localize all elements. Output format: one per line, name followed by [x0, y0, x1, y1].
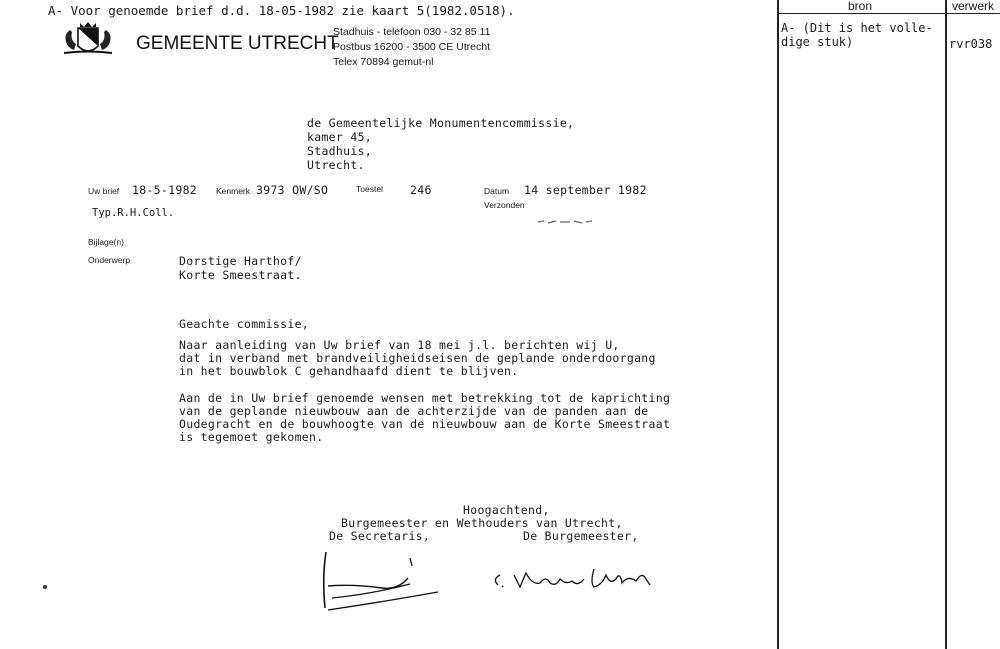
- body-line: in het bouwblok C gehandhaafd dient te blijven.: [179, 364, 519, 378]
- verwerk-header: verwerk: [952, 0, 995, 13]
- closing-secretary: De Secretaris,: [329, 529, 431, 543]
- paragraph-2: [179, 392, 670, 444]
- bron-header: bron: [848, 0, 873, 13]
- top-note: A- Voor genoemde brief d.d. 18-05-1982 zie kaart 5(1982.0518).: [48, 3, 515, 18]
- column-divider-left: [777, 0, 779, 649]
- city-coat-of-arms-logo: [56, 20, 120, 58]
- body-line: van de geplande nieuwbouw aan de achterzijde van de panden aan de: [179, 404, 649, 418]
- letterhead-address: [333, 25, 490, 70]
- recipient-line: kamer 45,: [307, 130, 373, 144]
- bron-note-line: dige stuk): [781, 35, 854, 49]
- secretary-signature: [312, 548, 452, 618]
- address-line: Stadhuis - telefoon 030 - 32 85 11: [333, 26, 491, 38]
- column-divider-right: [945, 0, 947, 649]
- datum-label: Datum: [484, 186, 510, 196]
- bron-note: [781, 21, 933, 49]
- recipient-line: de Gemeentelijke Monumentencommissie,: [307, 116, 575, 130]
- toestel-value: 246: [410, 183, 432, 197]
- uw-brief-value: 18-5-1982: [132, 183, 198, 197]
- closing-signatory: Burgemeester en Wethouders van Utrecht,: [341, 516, 623, 530]
- scan-dot: [43, 585, 47, 589]
- toestel-label: Toestel: [356, 184, 383, 194]
- address-line: Postbus 16200 - 3500 CE Utrecht: [333, 41, 491, 53]
- bron-note-line: A- (Dit is het volle-: [781, 21, 933, 35]
- typist-initials: Typ.R.H.Coll.: [92, 207, 175, 219]
- recipient-line: Stadhuis,: [307, 144, 373, 158]
- uw-brief-label: Uw brief: [88, 186, 120, 196]
- mayor-signature: [490, 565, 660, 593]
- body-line: Naar aanleiding van Uw brief van 18 mei j.l. berichten wij U,: [179, 338, 620, 352]
- closing-greeting: Hoogachtend,: [463, 503, 550, 517]
- verzonden-label: Verzonden: [484, 200, 525, 210]
- paragraph-1: [179, 339, 656, 378]
- body-line: dat in verband met brandveiligheidseisen de geplande onderdoorgang: [179, 351, 656, 365]
- subject-line: Korte Smeestraat.: [179, 268, 302, 282]
- closing-mayor: De Burgemeester,: [523, 529, 639, 543]
- bijlagen-label: Bijlage(n): [88, 237, 124, 247]
- subject: [179, 254, 302, 282]
- recipient-address: [307, 116, 574, 172]
- address-line: Telex 70894 gemut-nl: [333, 56, 434, 68]
- verwerk-value: rvr038: [949, 37, 993, 51]
- onderwerp-label: Onderwerp: [88, 255, 131, 265]
- body-line: Aan de in Uw brief genoemde wensen met betrekking tot de kaprichting: [179, 391, 671, 405]
- kenmerk-label: Kenmerk: [216, 186, 251, 196]
- body-line: is tegemoet gekomen.: [179, 430, 324, 444]
- subject-line: Dorstige Harthof/: [179, 254, 302, 268]
- recipient-line: Utrecht.: [307, 158, 365, 172]
- datum-value: 14 september 1982: [524, 183, 647, 197]
- verzonden-stamp: [536, 212, 594, 220]
- body-line: Oudegracht en de bouwhoogte van de nieuwbouw aan de Korte Smeestraat: [179, 417, 671, 431]
- header-divider: [777, 13, 1000, 14]
- salutation: Geachte commissie,: [179, 317, 310, 331]
- org-name: GEMEENTE UTRECHT: [136, 33, 339, 54]
- kenmerk-value: 3973 OW/SO: [256, 183, 329, 197]
